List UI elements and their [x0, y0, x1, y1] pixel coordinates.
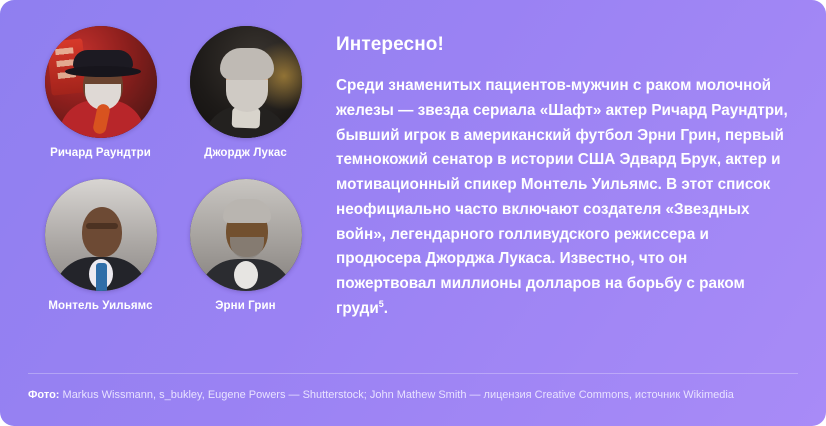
card-content [318, 26, 798, 332]
portrait-ernie-green [190, 179, 302, 291]
body-text [336, 74, 790, 322]
list-item [28, 26, 173, 161]
photo-credit [28, 388, 798, 402]
portrait-richard-roundtree [45, 26, 157, 138]
photo-credit-text: Markus Wissmann, s_bukley, Eugene Powers — Shutterstock; John Mathew Smith — лицензия Creative Commons, источник Wikimedia [62, 388, 734, 401]
person-name: Ричард Раундтри [50, 147, 151, 159]
person-name: Монтель Уильямс [48, 299, 153, 312]
divider [28, 373, 798, 374]
list-item [173, 26, 318, 161]
portrait-george-lucas [190, 26, 302, 138]
footnote-marker: 5 [378, 298, 384, 309]
photo-credit-label: Фото: [28, 388, 60, 401]
person-name: Эрни Грин [215, 299, 276, 312]
list-item [173, 179, 318, 314]
list-item [28, 179, 173, 314]
portrait-gallery [28, 26, 318, 332]
page-title: Интересно! [336, 34, 444, 55]
body-text-end: . [383, 299, 389, 317]
body-text-main: Среди знаменитых пациентов-мужчин с раком молочной железы — звезда сериала «Шафт» актер Ричард Раундтри, бывший игрок в американский футбол Эрни Грин, первый темнокожий сенатор в истории США Эдвард Брук, актер и мотивационный спикер Монтель Уильямс. В этот список неофициально часто включают создателя «Звездных войн», легендарного голливудского режиссера и продюсера Джорджа Лукаса. Известно, что он пожертвовал миллионы долларов на борьбу с раком груди [336, 77, 788, 317]
person-name: Джордж Лукас [204, 147, 287, 159]
portrait-montel-williams [45, 179, 157, 291]
